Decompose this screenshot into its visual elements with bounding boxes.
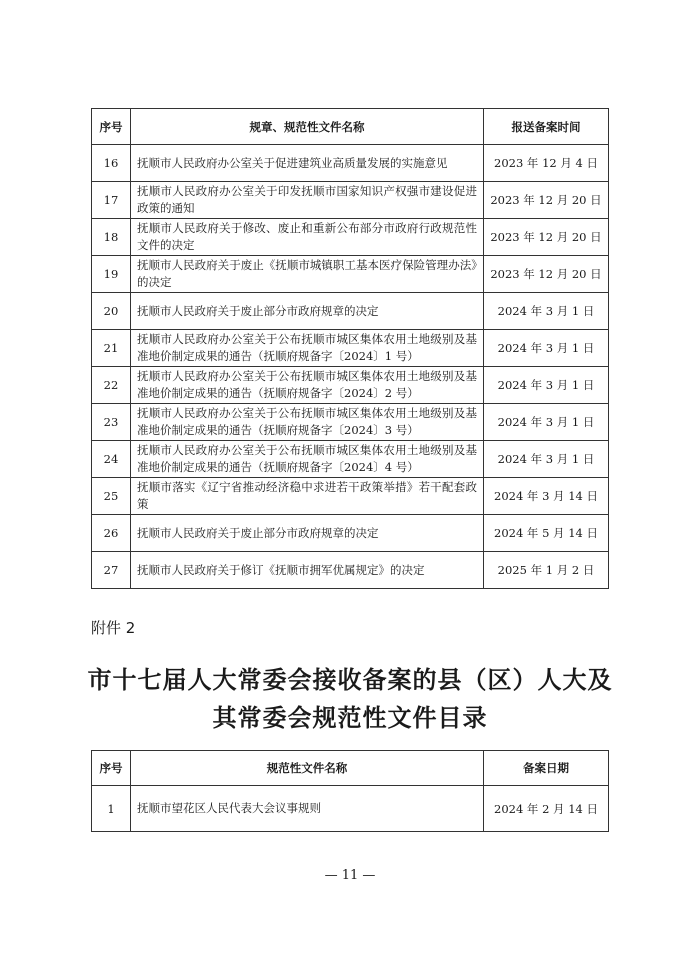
row-name: 抚顺市人民政府关于废止《抚顺市城镇职工基本医疗保险管理办法》的决定 <box>131 256 484 293</box>
table-row <box>92 478 609 515</box>
row-name: 抚顺市人民政府办公室关于促进建筑业高质量发展的实施意见 <box>131 145 484 182</box>
row-name: 抚顺市人民政府办公室关于公布抚顺市城区集体农用土地级别及基准地价制定成果的通告（抚顺府规备字〔2024〕2 号） <box>131 367 484 404</box>
row-name: 抚顺市落实《辽宁省推动经济稳中求进若干政策举措》若干配套政策 <box>131 478 484 515</box>
row-num: 1 <box>92 786 131 832</box>
table-row <box>92 182 609 219</box>
row-name: 抚顺市人民政府关于修订《抚顺市拥军优属规定》的决定 <box>131 552 484 589</box>
table-row <box>92 441 609 478</box>
header-date: 报送备案时间 <box>484 109 609 145</box>
table-row <box>92 552 609 589</box>
row-date: 2024 年 3 月 1 日 <box>484 330 609 367</box>
table-row <box>92 219 609 256</box>
page-number: — 11 — <box>324 868 376 883</box>
table-row <box>92 515 609 552</box>
row-date: 2023 年 12 月 20 日 <box>484 256 609 293</box>
row-date: 2025 年 1 月 2 日 <box>484 552 609 589</box>
table-row <box>92 404 609 441</box>
row-name: 抚顺市人民政府办公室关于公布抚顺市城区集体农用土地级别及基准地价制定成果的通告（抚顺府规备字〔2024〕1 号） <box>131 330 484 367</box>
row-date: 2023 年 12 月 4 日 <box>484 145 609 182</box>
row-date: 2024 年 5 月 14 日 <box>484 515 609 552</box>
row-name: 抚顺市望花区人民代表大会议事规则 <box>131 786 484 832</box>
attachment-label: 附件 2 <box>91 619 136 637</box>
row-name: 抚顺市人民政府关于废止部分市政府规章的决定 <box>131 515 484 552</box>
row-num: 16 <box>92 145 131 182</box>
row-num: 22 <box>92 367 131 404</box>
row-date: 2024 年 3 月 1 日 <box>484 404 609 441</box>
row-num: 17 <box>92 182 131 219</box>
header-name: 规章、规范性文件名称 <box>131 109 484 145</box>
row-num: 23 <box>92 404 131 441</box>
regulations-table <box>91 108 609 589</box>
row-date: 2023 年 12 月 20 日 <box>484 182 609 219</box>
row-date: 2023 年 12 月 20 日 <box>484 219 609 256</box>
table-row <box>92 367 609 404</box>
table-header-row <box>92 109 609 145</box>
row-num: 21 <box>92 330 131 367</box>
row-num: 26 <box>92 515 131 552</box>
row-date: 2024 年 3 月 1 日 <box>484 367 609 404</box>
header-date: 备案日期 <box>484 751 609 786</box>
row-num: 24 <box>92 441 131 478</box>
row-date: 2024 年 3 月 14 日 <box>484 478 609 515</box>
row-num: 20 <box>92 293 131 330</box>
row-name: 抚顺市人民政府办公室关于公布抚顺市城区集体农用土地级别及基准地价制定成果的通告（抚顺府规备字〔2024〕4 号） <box>131 441 484 478</box>
row-num: 18 <box>92 219 131 256</box>
section-title-line-2: 其常委会规范性文件目录 <box>212 704 488 732</box>
table-row <box>92 330 609 367</box>
row-name: 抚顺市人民政府关于废止部分市政府规章的决定 <box>131 293 484 330</box>
row-num: 25 <box>92 478 131 515</box>
table-header-row <box>92 751 609 786</box>
row-num: 19 <box>92 256 131 293</box>
table-row <box>92 145 609 182</box>
county-documents-table <box>91 750 609 832</box>
row-name: 抚顺市人民政府办公室关于公布抚顺市城区集体农用土地级别及基准地价制定成果的通告（抚顺府规备字〔2024〕3 号） <box>131 404 484 441</box>
row-name: 抚顺市人民政府关于修改、废止和重新公布部分市政府行政规范性文件的决定 <box>131 219 484 256</box>
table-row <box>92 256 609 293</box>
table-row <box>92 293 609 330</box>
row-num: 27 <box>92 552 131 589</box>
header-name: 规范性文件名称 <box>131 751 484 786</box>
row-date: 2024 年 3 月 1 日 <box>484 441 609 478</box>
table-row <box>92 786 609 832</box>
row-date: 2024 年 3 月 1 日 <box>484 293 609 330</box>
row-date: 2024 年 2 月 14 日 <box>484 786 609 832</box>
header-num: 序号 <box>92 751 131 786</box>
section-title <box>60 661 640 737</box>
row-name: 抚顺市人民政府办公室关于印发抚顺市国家知识产权强市建设促进政策的通知 <box>131 182 484 219</box>
header-num: 序号 <box>92 109 131 145</box>
section-title-line-1: 市十七届人大常委会接收备案的县（区）人大及 <box>87 666 613 694</box>
